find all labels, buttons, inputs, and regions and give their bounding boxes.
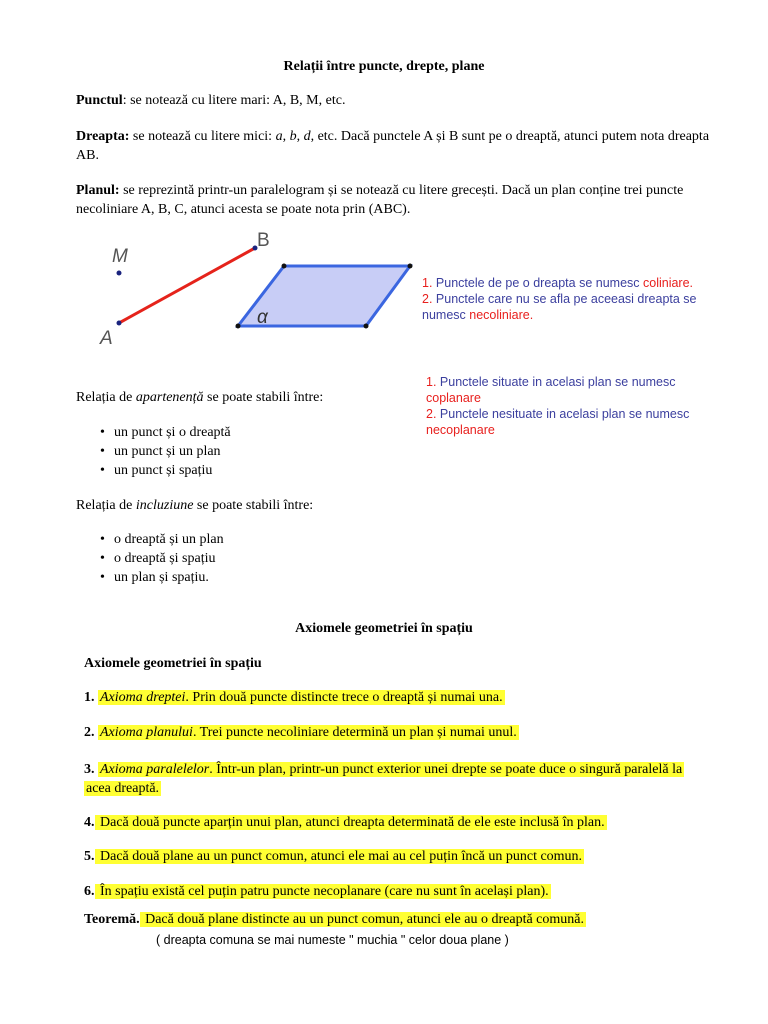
list-item: • o dreaptă și un plan [100,531,224,550]
note-term: necoplanare [426,423,495,437]
apartenenta-post: se poate stabili între: [203,390,324,405]
note-necoplanare [426,406,726,438]
axiom-number: 3. [84,762,95,777]
axiom-number: 2. [84,725,95,740]
note-necoliniare [422,291,712,323]
note-text: Punctele situate in acelasi plan se numesc [436,375,676,389]
list-item: • un punct și o dreaptă [100,424,231,443]
note-text: Punctele nesituate in acelasi plan se numesc [436,407,690,421]
teorema-highlight [140,912,586,927]
axiom-text: Dacă două puncte aparțin unui plan, atunci dreapta determinată de ele este inclusă în plan. [96,815,605,830]
label-b: B [257,230,270,251]
plane-vertex-4 [236,324,241,329]
axiom-text: . Prin două puncte distincte trece o dreaptă și numai una. [185,690,503,705]
plane-vertex-2 [408,264,413,269]
dreapta-letter-b: b [289,129,297,144]
dreapta-text1: se notează cu litere mici: [129,129,276,144]
axiom-2 [84,724,704,742]
teorema-text: Dacă două plane distincte au un punct comun, atunci ele au o dreaptă comună. [141,912,584,927]
apartenenta-list [100,424,231,481]
apartenenta-term: apartenență [135,390,204,405]
apartenenta-pre: Relația de [76,390,136,405]
plane-vertex-3 [364,324,369,329]
label-a: A [100,328,113,349]
axiom-highlight [84,762,684,796]
axiom-5 [84,848,704,866]
note-number: 2. [422,292,433,306]
dreapta-label: Dreapta: [76,129,130,144]
incluziune-term: incluziune [135,498,194,513]
punctul-text: : se notează cu litere mari: A, B, M, etc. [122,93,346,108]
incluziune-post: se poate stabili între: [193,498,314,513]
notes-coplanare [426,374,726,438]
axiom-number: 4. [84,815,95,830]
punctul-label: Punctul [76,93,123,108]
note-number: 1. [426,375,437,389]
note-term: necoliniare. [469,308,534,322]
axiom-text: În spațiu există cel puțin patru puncte necoplanare (care nu sunt în același plan). [96,884,549,899]
axiom-highlight [95,849,585,864]
plane-vertex-1 [282,264,287,269]
teorema-label: Teoremă. [84,912,140,927]
dreapta-sep2: , [296,129,304,144]
section-subtitle: Axiomele geometriei în spațiu [84,656,262,671]
note-number: 1. [422,276,433,290]
note-number: 2. [426,407,437,421]
apartenenta-heading [76,389,323,407]
axiom-number: 5. [84,849,95,864]
label-m: M [112,246,128,267]
note-term: coplanare [426,391,481,405]
page-title: Relații între puncte, drepte, plane [283,59,485,74]
teorema [84,911,724,929]
planul-paragraph [76,181,726,219]
segment-ab [119,248,255,323]
axiom-text: . Într-un plan, printr-un punct exterior unei drepte se poate duce o singură paralelă la acea dreaptă. [86,762,683,796]
axiom-name: Axioma dreptei [100,690,186,705]
list-item: • un punct și un plan [100,443,231,462]
axiom-highlight [98,690,505,705]
notes-coliniare [422,275,712,323]
dreapta-text2: , etc. Dacă punctele A și B sunt pe o dreaptă, atunci putem nota dreapta AB. [76,129,710,163]
planul-text: se reprezintă printr-un paralelogram și se notează cu litere grecești. Dacă un plan conține trei puncte necoliniare A, B, C, atunci acesta se poate nota prin (ABC). [76,183,684,217]
axiom-text: Dacă două plane au un punct comun, atunci ele mai au cel puțin încă un punct comun. [96,849,583,864]
point-a [117,321,122,326]
dreapta-letter-a: a [275,129,283,144]
incluziune-heading [76,497,313,515]
axiom-number: 1. [84,690,95,705]
note-text: Punctele care nu se afla pe aceeasi dreapta se numesc [422,292,697,322]
planul-label: Planul: [76,183,120,198]
dreapta-sep1: , [282,129,290,144]
axiom-3 [84,760,704,798]
incluziune-list [100,531,224,588]
list-item: • o dreaptă și spațiu [100,550,224,569]
note-coplanare [426,374,726,406]
geometry-figure [90,222,433,352]
axiom-number: 6. [84,884,95,899]
label-alpha: α [257,307,268,328]
axiom-name: Axioma paralelelor [100,762,210,777]
punctul-paragraph [76,92,716,110]
point-m [117,271,122,276]
dreapta-paragraph [76,127,726,165]
dreapta-letter-d: d [303,129,311,144]
axiom-highlight [98,725,519,740]
axiom-highlight [95,884,551,899]
axiom-4 [84,814,704,832]
incluziune-pre: Relația de [76,498,136,513]
section-title: Axiomele geometriei în spațiu [295,621,473,636]
axiom-text: . Trei puncte necoliniare determină un plan și numai unul. [192,725,517,740]
axiom-name: Axioma planului [100,725,193,740]
list-item: • un punct și spațiu [100,462,231,481]
axiom-1 [84,689,704,707]
axiom-highlight [95,815,607,830]
axiom-6 [84,883,704,901]
note-text: Punctele de pe o dreapta se numesc [432,276,643,290]
teorema-note: ( dreapta comuna se mai numeste " muchia " celor doua plane ) [156,933,509,947]
note-term: coliniare. [643,276,694,290]
list-item: • un plan și spațiu. [100,569,224,588]
note-coliniare [422,275,712,291]
